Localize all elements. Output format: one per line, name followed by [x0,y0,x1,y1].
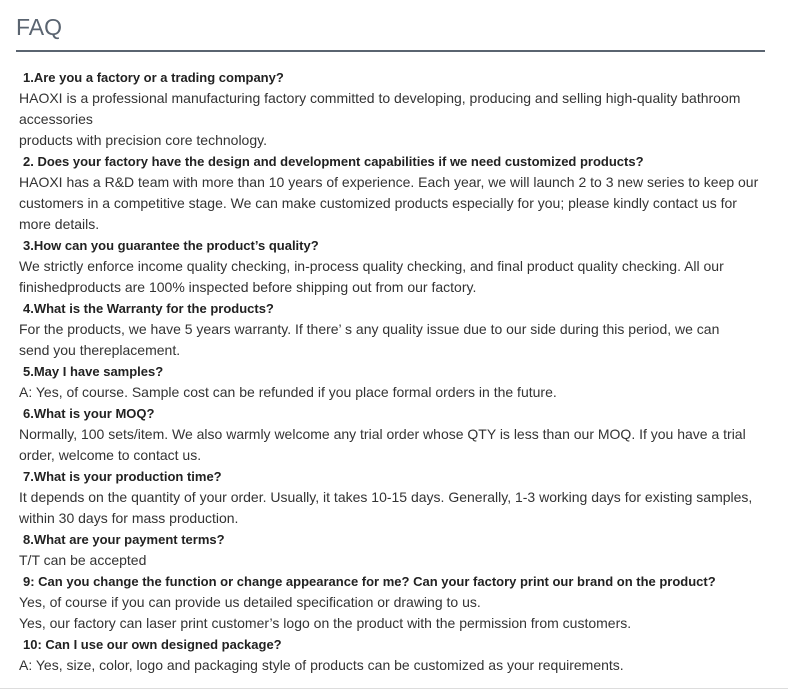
faq-answer-line: Yes, our factory can laser print customer’s logo on the product with the permission from customers. [19,615,632,631]
faq-answer-line: HAOXI is a professional manufacturing factory committed to developing, producing and selling high-quality bathroom [19,90,741,106]
faq-answer-line: It depends on the quantity of your order. Usually, it takes 10-15 days. Generally, 1-3 working days for existing samples, [19,489,753,505]
faq-question: 8.What are your payment terms? [23,532,225,547]
bottom-divider [0,688,788,689]
faq-answer-line: more details. [19,216,100,232]
faq-question: 7.What is your production time? [23,469,222,484]
faq-answer-line: HAOXI has a R&D team with more than 10 years of experience. Each year, we will launch 2 to 3 new series to keep our [19,174,759,190]
faq-item [19,235,764,298]
faq-answer-line: A: Yes, of course. Sample cost can be refunded if you place formal orders in the future. [19,384,557,400]
faq-answer-line: order, welcome to contact us. [19,447,202,463]
faq-answer-line: For the products, we have 5 years warranty. If there’ s any quality issue due to our side during this period, we can [19,321,720,337]
faq-question: 6.What is your MOQ? [23,406,155,421]
faq-question: 2. Does your factory have the design and development capabilities if we need customized products? [23,154,644,169]
faq-answer-line: products with precision core technology. [19,132,267,148]
faq-question: 10: Can I use our own designed package? [23,637,282,652]
faq-answer-line: T/T can be accepted [19,552,147,568]
faq-answer-line: finishedproducts are 100% inspected before shipping out from our factory. [19,279,477,295]
faq-answer-line: customers in a competitive stage. We can make customized products especially for you; please kindly contact us for [19,195,737,211]
faq-list [19,67,764,676]
faq-question: 1.Are you a factory or a trading company? [23,70,284,85]
faq-item [19,403,764,466]
faq-item [19,298,764,361]
faq-question: 3.How can you guarantee the product’s quality? [23,238,319,253]
faq-answer-line: Yes, of course if you can provide us detailed specification or drawing to us. [19,594,481,610]
faq-item [19,361,764,403]
faq-answer-line: accessories [19,111,93,127]
faq-question: 9: Can you change the function or change appearance for me? Can your factory print our brand on the product? [23,574,716,589]
faq-answer-line: within 30 days for mass production. [19,510,239,526]
faq-question: 5.May I have samples? [23,364,164,379]
faq-answer-line: A: Yes, size, color, logo and packaging style of products can be customized as your requirements. [19,657,624,673]
faq-header [16,0,765,52]
faq-answer-line: Normally, 100 sets/item. We also warmly welcome any trial order whose QTY is less than our MOQ. If you have a trial [19,426,746,442]
faq-item [19,634,764,676]
faq-answer-line: send you thereplacement. [19,342,181,358]
page-title: FAQ [16,14,63,40]
faq-question: 4.What is the Warranty for the products? [23,301,274,316]
faq-item [19,466,764,529]
faq-answer-line: We strictly enforce income quality checking, in-process quality checking, and final product quality checking. All our [19,258,724,274]
faq-item [19,529,764,571]
faq-item [19,571,764,634]
faq-item [19,67,764,151]
faq-item [19,151,764,235]
